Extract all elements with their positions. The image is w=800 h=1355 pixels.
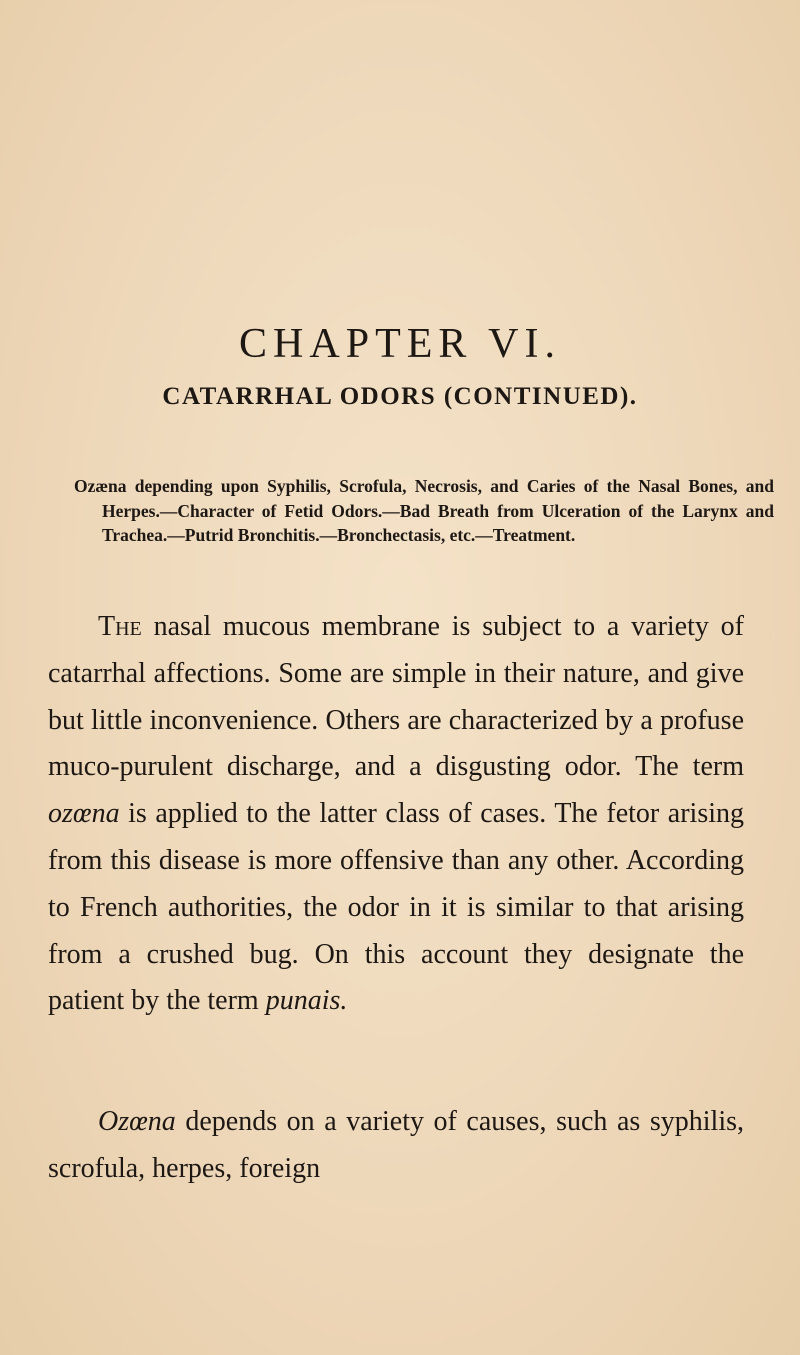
paragraph-1-italic-ozaena: ozœna: [48, 798, 120, 830]
paragraph-2: [48, 1099, 744, 1193]
paragraph-1-text-b: is applied to the latter class of cases. The fetor arising from this disease is more offensive than any other. According to French authorities, the odor in it is similar to that arising from a crushed bug. On this account they designate the patient by the term: [48, 798, 744, 1017]
paragraph-2-italic-lead: Ozœna: [98, 1106, 176, 1137]
paragraph-1-lead-word: The: [98, 611, 142, 642]
paragraph-1-text-a: nasal mucous membrane is subject to a variety of catarrhal affections. Some are simple in their nature, and give but little inconvenience. Others are characterized by a profuse muco-purulent discharge, and a disgusting odor. The term: [48, 611, 744, 783]
paragraph-1: [48, 604, 744, 1025]
chapter-title: CHAPTER VI.: [239, 321, 561, 367]
paragraph-1-italic-punais: punais.: [265, 985, 348, 1017]
chapter-synopsis: Ozæna depending upon Syphilis, Scrofula, Necrosis, and Caries of the Nasal Bones, and Herpes.—Character of Fetid Odors.—Bad Breath from Ulceration of the Larynx and Trachea.—Putrid Bronchitis.—Bronchectasis, etc.—Treatment.: [74, 476, 774, 546]
paragraph-2-text: depends on a variety of causes, such as syphilis, scrofula, herpes, foreign: [48, 1106, 744, 1184]
chapter-subtitle: CATARRHAL ODORS (CONTINUED).: [162, 383, 638, 410]
